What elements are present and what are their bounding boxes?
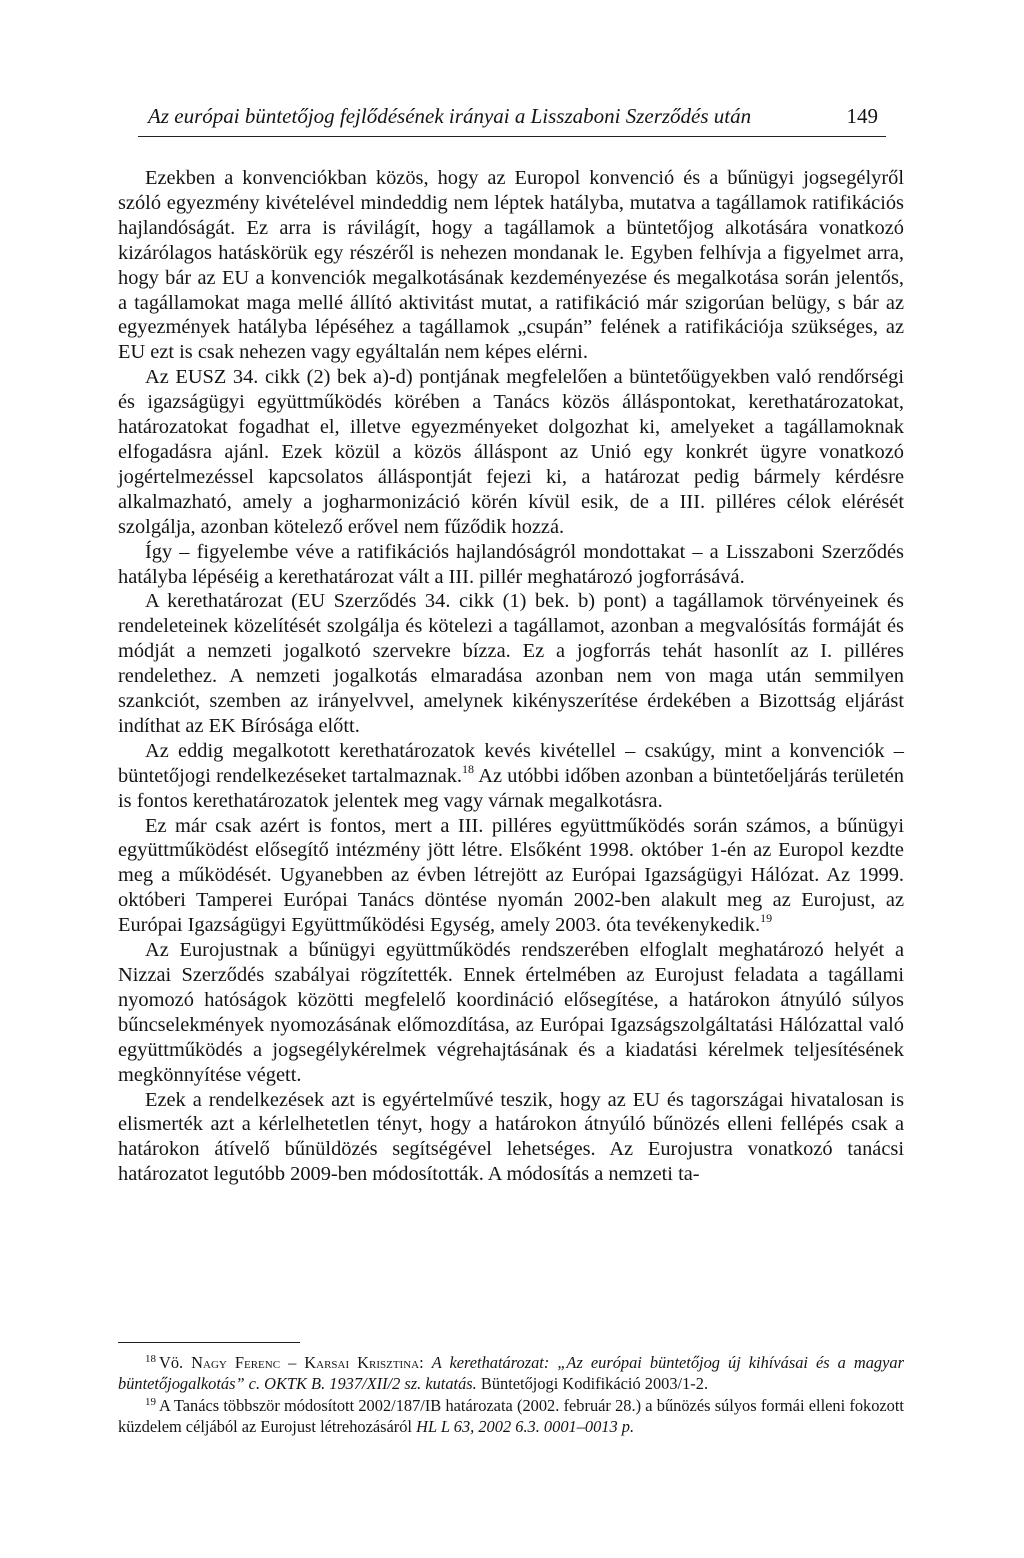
footnote-19 (118, 1396, 904, 1437)
paragraph (118, 739, 904, 814)
footnote-text: A Tanács többször módosított 2002/187/IB határozata (2002. február 28.) a bűnözés súlyos formái elleni fokozott küzdelem céljából az Eurojust létrehozásáról (118, 1396, 904, 1436)
paragraph: Így – figyelembe véve a ratifikációs hajlandóságról mondottakat – a Lisszaboni Szerződés hatályba lépéséig a kerethatározat vált a III. pillér meghatározó jogforrásává. (118, 540, 904, 588)
paragraph (118, 814, 904, 939)
footnote-title: A kerethatározat: „Az európai büntetőjog új kihívásai és a magyar büntetőjogalkotás” c. OKTK B. 1937/XII/2 sz. kutatás. (118, 1353, 904, 1393)
paragraph-text: Ez már csak azért is fontos, mert a III. pilléres együttműködés során számos, a bűnügyi együttműködést elősegítő intézmény jött létre. Elsőként 1998. október 1-én az Europol kezdte meg a működését. Ugyanebben az évben létrejött az Európai Igazságügyi Hálózat. Az 1999. októberi Tamperei Európai Tanács döntése nyomán 2002-ben alakult meg az Eurojust, az Európai Igazságügyi Együttműködési Egység, amely 2003. óta tevékenykedik. (118, 814, 904, 937)
paragraph: A kerethatározat (EU Szerződés 34. cikk (1) bek. b) pont) a tagállamok törvényeinek és rendeleteinek közelítését szolgálja és kötelezi a tagállamot, azonban a megvalósítás formáját és módját a nemzeti jogalkotó szervekre bízza. Ez a jogforrás tehát hasonlít az I. pilléres rendelethez. A nemzeti jogalkotás elmaradása azonban nem von maga után semmilyen szankciót, szemben az irányelvvel, amelynek kikényszerítése érdekében a Bizottság eljárást indíthat az EK Bírósága előtt. (118, 590, 904, 737)
paragraph: Ezekben a konvenciókban közös, hogy az Europol konvenció és a bűnügyi jogsegélyről szóló egyezmény kivételével mindeddig nem léptek hatályba, mutatva a tagállamok ratifikációs hajlandóságát. Ez arra is rávilágít, hogy a tagállamok a büntetőjog alkotására vonatkozó kizárólagos hatáskörük egy részéről is nehezen mondanak le. Egyben felhívja a figyelmet arra, hogy bár az EU a konvenciók megalkotásának kezdeményezése és megalkotása során jelentős, a tagállamokat maga mellé állító aktivitást mutat, a ratifikáció már szigorúan belügy, s bár az egyezmények hatályba lépéséhez a tagállamok „csupán” felének a ratifikációja szükséges, az EU ezt is csak nehezen vagy egyáltalán nem képes elérni. (118, 167, 904, 364)
footnote-ref-18[interactable]: 18 (462, 761, 475, 776)
running-header (138, 96, 886, 136)
paragraph-text: Az utóbbi időben azonban a büntetőeljárás területén is fontos kerethatározatok jelentek meg vagy várnak megalkotásra. (118, 764, 905, 812)
footnote-18 (118, 1353, 904, 1394)
footnote-authors: Nagy Ferenc – Karsai Krisztina: (191, 1353, 424, 1372)
page-number: 149 (846, 104, 878, 128)
footnote-source: Büntetőjogi Kodifikáció 2003/1-2. (480, 1373, 709, 1393)
paragraph-text: Az eddig megalkotott kerethatározatok kevés kivétellel – csakúgy, mint a konvenciók – büntetőjogi rendelkezéseket tartalmaznak. (118, 739, 904, 787)
footnote-prefix: Vö. (159, 1353, 184, 1372)
footnote-mark: 18 (145, 1352, 156, 1365)
main-text (118, 166, 904, 1187)
paragraph: Az Eurojustnak a bűnügyi együttműködés rendszerében elfoglalt meghatározó helyét a Nizzai Szerződés szabályai rögzítették. Ennek értelmében az Eurojust feladata a tagállami nyomozó hatóságok közötti megfelelő koordináció elősegítése, a határokon átnyúló súlyos bűncselekmények nyomozásának előmozdítása, az Európai Igazságszolgáltatási Hálózattal való együttműködés a jogsegélykérelmek végrehajtásának és a kiadatási kérelmek teljesítésének megkönnyítése végett. (118, 939, 904, 1086)
footnotes (118, 1353, 904, 1439)
paragraph: Az EUSZ 34. cikk (2) bek a)-d) pontjának megfelelően a büntetőügyekben való rendőrségi és igazságügyi együttműködés körében a Tanács közös álláspontokat, kerethatározatokat, határozatokat fogadhat el, illetve egyezményeket dolgozhat ki, amelyeket a tagállamoknak elfogadásra ajánl. Ezek közül a közös álláspont az Unió egy konkrét ügyre vonatkozó jogértelmezéssel kapcsolatos álláspontját fejezi ki, a határozat pedig bármely kérdésre alkalmazható, amely a jogharmonizáció körén kívül esik, de a III. pilléres célok elérését szolgálja, azonban kötelező erővel nem fűződik hozzá. (118, 366, 904, 538)
footnote-citation: HL L 63, 2002 6.3. 0001–0013 p. (416, 1416, 635, 1436)
footnote-ref-19[interactable]: 19 (760, 911, 773, 926)
header-rule (138, 136, 886, 137)
running-title: Az európai büntetőjog fejlődésének irányai a Lisszaboni Szerződés után (148, 104, 752, 128)
footnote-mark: 19 (145, 1395, 156, 1408)
footnote-rule (118, 1342, 300, 1343)
paragraph: Ezek a rendelkezések azt is egyértelművé teszik, hogy az EU és tagországai hivatalosan is elismerték azt a kérlelhetetlen tényt, hogy a határokon átnyúló bűnözés elleni fellépés csak a határokon átívelő bűnüldözés segítségével lehetséges. Az Eurojustra vonatkozó tanácsi határozatot legutóbb 2009-ben módosították. A módosítás a nemzeti ta- (118, 1088, 904, 1186)
